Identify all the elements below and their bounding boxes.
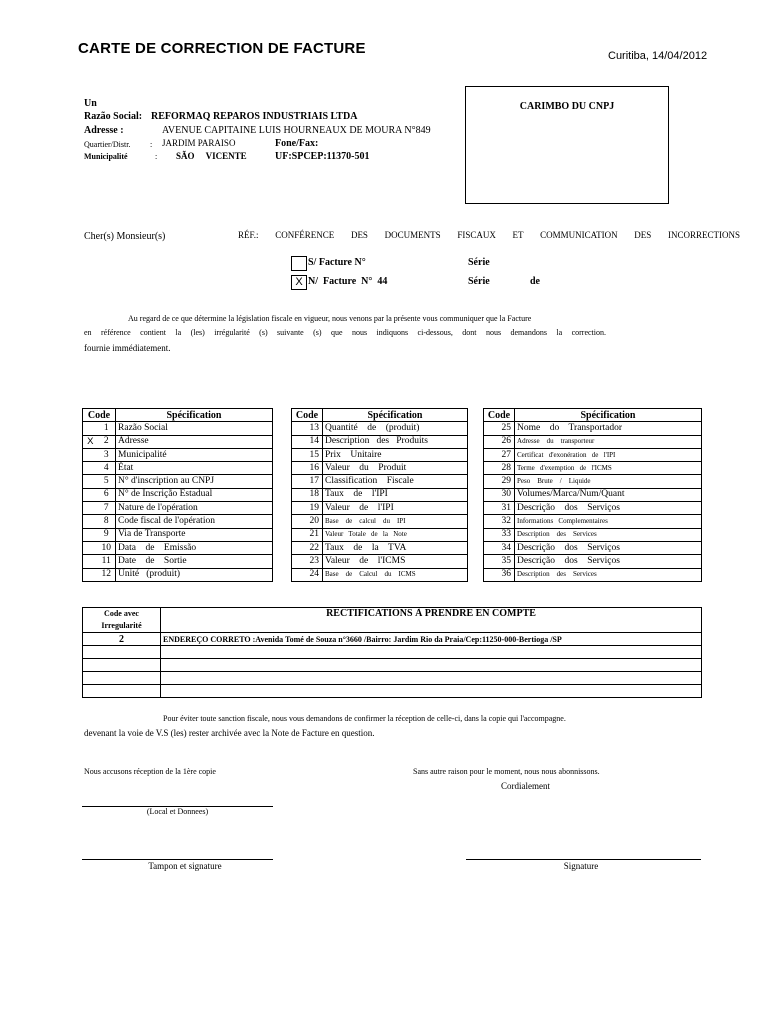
quartier-sep: :	[150, 140, 153, 149]
code-number: 30	[499, 488, 515, 501]
tampon-signature-label: Tampon et signature	[148, 861, 222, 871]
rect-text-cell[interactable]	[161, 659, 702, 672]
spec-header: Spécification	[323, 409, 468, 422]
city-date: Curitiba, 14/04/2012	[608, 50, 708, 62]
code-number: 12	[98, 568, 116, 581]
cnpj-stamp-label: CARIMBO DU CNPJ	[519, 101, 615, 112]
code-mark[interactable]	[484, 555, 499, 568]
adresse-label: Adresse :	[84, 125, 124, 136]
code-row	[83, 488, 273, 501]
code-row	[484, 515, 702, 528]
tampon-signature-line	[82, 859, 273, 860]
rect-row	[83, 685, 702, 698]
code-mark[interactable]	[292, 502, 307, 515]
code-number: 22	[307, 541, 323, 554]
rect-text-cell[interactable]	[161, 672, 702, 685]
code-number: 20	[307, 515, 323, 528]
code-number: 26	[499, 435, 515, 448]
code-mark[interactable]	[484, 502, 499, 515]
code-row	[83, 475, 273, 488]
n-facture-de: de	[530, 276, 540, 287]
rect-text-cell[interactable]	[161, 646, 702, 659]
code-mark[interactable]	[484, 515, 499, 528]
rect-row	[83, 659, 702, 672]
code-mark[interactable]	[484, 541, 499, 554]
code-row	[83, 448, 273, 461]
n-facture-label: N/ Facture N° 44	[308, 276, 388, 287]
code-specification: Nome do Transportador	[515, 422, 702, 435]
intro-line1: Au regard de ce que détermine la législation fiscale en vigueur, nous venons par la présente vous communiquer que la Facture	[128, 314, 532, 323]
code-mark[interactable]	[292, 488, 307, 501]
code-specification: Descrição dos Serviços	[515, 555, 702, 568]
code-mark[interactable]	[83, 502, 98, 515]
code-specification: Descrição dos Serviços	[515, 502, 702, 515]
s-facture-checkbox[interactable]	[291, 256, 307, 271]
code-number: 5	[98, 475, 116, 488]
closing-regards-line: Sans autre raison pour le moment, nous nous abonnissons.	[413, 767, 600, 776]
code-row	[292, 568, 468, 581]
code-row	[83, 435, 273, 448]
local-date-label: (Local et Donnees)	[146, 807, 209, 816]
cnpj-stamp-box	[465, 86, 669, 204]
code-specification: Base de calcul du IPI	[323, 515, 468, 528]
code-specification: Unité (produit)	[116, 568, 273, 581]
intro-line2: en référence contient la (les) irrégularité (s) suivante (s) que nous indiquons ci-dessous, dont nous demandons la correction.	[84, 328, 606, 337]
code-mark[interactable]	[292, 475, 307, 488]
salutation: Cher(s) Monsieur(s)	[84, 231, 166, 242]
code-specification: Description des Services	[515, 528, 702, 541]
signature-line	[466, 859, 701, 860]
code-mark[interactable]	[83, 422, 98, 435]
code-number: 31	[499, 502, 515, 515]
code-row	[484, 541, 702, 554]
page-title: CARTE DE CORRECTION DE FACTURE	[78, 40, 366, 57]
code-mark[interactable]	[292, 448, 307, 461]
code-row	[292, 515, 468, 528]
code-row	[484, 435, 702, 448]
code-number: 35	[499, 555, 515, 568]
code-mark[interactable]	[484, 422, 499, 435]
code-mark[interactable]	[292, 435, 307, 448]
closing-line2: devenant la voie de V.S (les) rester archivée avec la Note de Facture en question.	[84, 728, 375, 738]
municipalite-value: SÃO VICENTE	[176, 151, 247, 161]
quartier-value: JARDIM PARAISO	[162, 138, 236, 148]
closing-line1: Pour éviter toute sanction fiscale, nous vous demandons de confirmer la réception de celle-ci, dans la copie qui l'accompagne.	[163, 714, 566, 723]
razao-value: REFORMAQ REPAROS INDUSTRIAIS LTDA	[151, 111, 358, 122]
code-row	[83, 555, 273, 568]
code-row	[292, 435, 468, 448]
code-specification: Quantité de (produit)	[323, 422, 468, 435]
code-specification: Description des Services	[515, 568, 702, 581]
code-row	[484, 502, 702, 515]
code-number: 11	[98, 555, 116, 568]
code-header: Code	[292, 409, 323, 422]
code-number: 8	[98, 515, 116, 528]
rect-title: RECTIFICATIONS À PRENDRE EN COMPTE	[161, 608, 702, 633]
code-mark[interactable]	[83, 568, 98, 581]
code-row	[83, 528, 273, 541]
code-specification: Taux de la TVA	[323, 541, 468, 554]
code-number: 14	[307, 435, 323, 448]
code-number: 7	[98, 502, 116, 515]
rectifications-table	[82, 607, 702, 698]
code-mark[interactable]	[83, 528, 98, 541]
code-mark[interactable]	[83, 488, 98, 501]
municipalite-label: Municipalité	[84, 152, 128, 161]
code-mark[interactable]	[292, 515, 307, 528]
code-specification: Nature de l'opération	[116, 502, 273, 515]
code-specification: Classification Fiscale	[323, 475, 468, 488]
code-number: 24	[307, 568, 323, 581]
code-number: 2	[98, 435, 116, 448]
code-row	[484, 462, 702, 475]
code-number: 28	[499, 462, 515, 475]
code-row	[83, 568, 273, 581]
code-number: 23	[307, 555, 323, 568]
code-specification: Razão Social	[116, 422, 273, 435]
code-number: 13	[307, 422, 323, 435]
code-specification: Taux de l'IPI	[323, 488, 468, 501]
code-row	[292, 448, 468, 461]
code-number: 34	[499, 541, 515, 554]
code-mark[interactable]	[83, 448, 98, 461]
fone-label: Fone/Fax:	[275, 138, 319, 149]
rect-code-header	[83, 608, 161, 633]
rect-code-header-line2: Irregularité	[101, 621, 142, 630]
code-mark[interactable]	[83, 475, 98, 488]
codes-table-3	[483, 408, 702, 582]
code-mark[interactable]	[83, 515, 98, 528]
rect-code-cell[interactable]: 2	[83, 633, 161, 646]
code-row	[83, 541, 273, 554]
code-row	[292, 555, 468, 568]
code-specification: Adresse	[116, 435, 273, 448]
code-specification: État	[116, 462, 273, 475]
code-row	[83, 462, 273, 475]
code-specification: Terme d'exemption de l'ICMS	[515, 462, 702, 475]
code-mark[interactable]	[484, 568, 499, 581]
code-row	[292, 422, 468, 435]
code-row	[484, 528, 702, 541]
recipient-un: Un	[84, 98, 97, 109]
rect-row	[83, 646, 702, 659]
code-number: 15	[307, 448, 323, 461]
code-row	[83, 422, 273, 435]
code-number: 33	[499, 528, 515, 541]
code-specification: Valeur du Produit	[323, 462, 468, 475]
code-specification: Code fiscal de l'opération	[116, 515, 273, 528]
receipt-note: Nous accusons réception de la 1ère copie	[84, 767, 216, 776]
razao-label: Razão Social:	[84, 111, 143, 122]
code-specification: Prix Unitaire	[323, 448, 468, 461]
rect-text-cell[interactable]	[161, 685, 702, 698]
code-specification: Date de Sortie	[116, 555, 273, 568]
rect-row	[83, 672, 702, 685]
code-specification: Certificat d'exonération de l'IPI	[515, 448, 702, 461]
code-number: 21	[307, 528, 323, 541]
code-number: 17	[307, 475, 323, 488]
codes-table-2	[291, 408, 468, 582]
code-mark[interactable]	[484, 475, 499, 488]
spec-header: Spécification	[515, 409, 702, 422]
code-number: 10	[98, 541, 116, 554]
spec-header: Spécification	[116, 409, 273, 422]
code-row	[83, 515, 273, 528]
code-number: 36	[499, 568, 515, 581]
code-mark[interactable]	[292, 422, 307, 435]
code-specification: Data de Emissão	[116, 541, 273, 554]
code-mark[interactable]	[83, 555, 98, 568]
code-header: Code	[484, 409, 515, 422]
code-number: 3	[98, 448, 116, 461]
code-specification: Via de Transporte	[116, 528, 273, 541]
code-specification: Description des Produits	[323, 435, 468, 448]
code-specification: Base de Calcul du ICMS	[323, 568, 468, 581]
code-specification: Peso Brute / Liquide	[515, 475, 702, 488]
code-mark[interactable]	[484, 488, 499, 501]
n-facture-checkbox[interactable]: X	[291, 275, 307, 290]
code-specification: Valeur Totale de la Note	[323, 528, 468, 541]
code-specification: Municipalité	[116, 448, 273, 461]
code-specification: N° d'inscription au CNPJ	[116, 475, 273, 488]
s-facture-label: S/ Facture N°	[308, 257, 366, 268]
code-row	[484, 555, 702, 568]
code-row	[83, 502, 273, 515]
code-mark[interactable]	[484, 462, 499, 475]
rect-text-cell[interactable]: ENDEREÇO CORRETO :Avenida Tomé de Souza n°3660 /Bairro: Jardim Rio da Praia/Cep:11250-000-Bertioga /SP	[161, 633, 702, 646]
code-number: 9	[98, 528, 116, 541]
s-facture-serie: Série	[468, 257, 490, 268]
code-mark[interactable]	[292, 555, 307, 568]
code-number: 27	[499, 448, 515, 461]
code-row	[484, 568, 702, 581]
intro-line3: fournie immédiatement.	[84, 343, 171, 353]
code-number: 6	[98, 488, 116, 501]
code-mark[interactable]: X	[83, 435, 98, 448]
code-specification: Valeur de l'IPI	[323, 502, 468, 515]
code-mark[interactable]	[292, 462, 307, 475]
code-row	[292, 475, 468, 488]
code-specification: N° de Inscrição Estadual	[116, 488, 273, 501]
cordialement: Cordialement	[501, 781, 550, 791]
code-specification: Volumes/Marca/Num/Quant	[515, 488, 702, 501]
code-mark[interactable]	[83, 541, 98, 554]
code-row	[292, 528, 468, 541]
n-facture-serie: Série	[468, 276, 490, 287]
code-mark[interactable]	[292, 568, 307, 581]
code-specification: Descrição dos Serviços	[515, 541, 702, 554]
rect-code-cell[interactable]	[83, 672, 161, 685]
code-number: 29	[499, 475, 515, 488]
code-mark[interactable]	[292, 541, 307, 554]
code-row	[484, 448, 702, 461]
code-number: 16	[307, 462, 323, 475]
code-number: 18	[307, 488, 323, 501]
adresse-value: AVENUE CAPITAINE LUIS HOURNEAUX DE MOURA N°849	[162, 125, 431, 136]
rect-code-header-line1: Code avec	[104, 609, 139, 618]
code-number: 25	[499, 422, 515, 435]
rect-code-cell[interactable]	[83, 685, 161, 698]
code-mark[interactable]	[292, 528, 307, 541]
code-number: 4	[98, 462, 116, 475]
rect-code-cell[interactable]	[83, 646, 161, 659]
code-mark[interactable]	[484, 528, 499, 541]
signature-label: Signature	[563, 861, 599, 871]
rect-code-cell[interactable]	[83, 659, 161, 672]
codes-table-1	[82, 408, 273, 582]
code-specification: Valeur de l'ICMS	[323, 555, 468, 568]
code-mark[interactable]	[484, 435, 499, 448]
code-header: Code	[83, 409, 116, 422]
code-mark[interactable]	[83, 462, 98, 475]
code-row	[484, 422, 702, 435]
code-number: 19	[307, 502, 323, 515]
code-row	[484, 475, 702, 488]
code-specification: Informations Complementaires	[515, 515, 702, 528]
uf-cep: UF:SPCEP:11370-501	[275, 151, 370, 162]
rect-row	[83, 633, 702, 646]
code-row	[484, 488, 702, 501]
code-number: 1	[98, 422, 116, 435]
code-specification: Adresse du transporteur	[515, 435, 702, 448]
municipalite-sep: :	[155, 152, 158, 161]
code-row	[292, 541, 468, 554]
code-row	[292, 502, 468, 515]
reference-line: RÉF.: CONFÉRENCE DES DOCUMENTS FISCAUX ET COMMUNICATION DES INCORRECTIONS	[238, 230, 740, 240]
code-row	[292, 462, 468, 475]
code-mark[interactable]	[484, 448, 499, 461]
code-number: 32	[499, 515, 515, 528]
code-row	[292, 488, 468, 501]
quartier-label: Quartier/Distr.	[84, 140, 131, 149]
